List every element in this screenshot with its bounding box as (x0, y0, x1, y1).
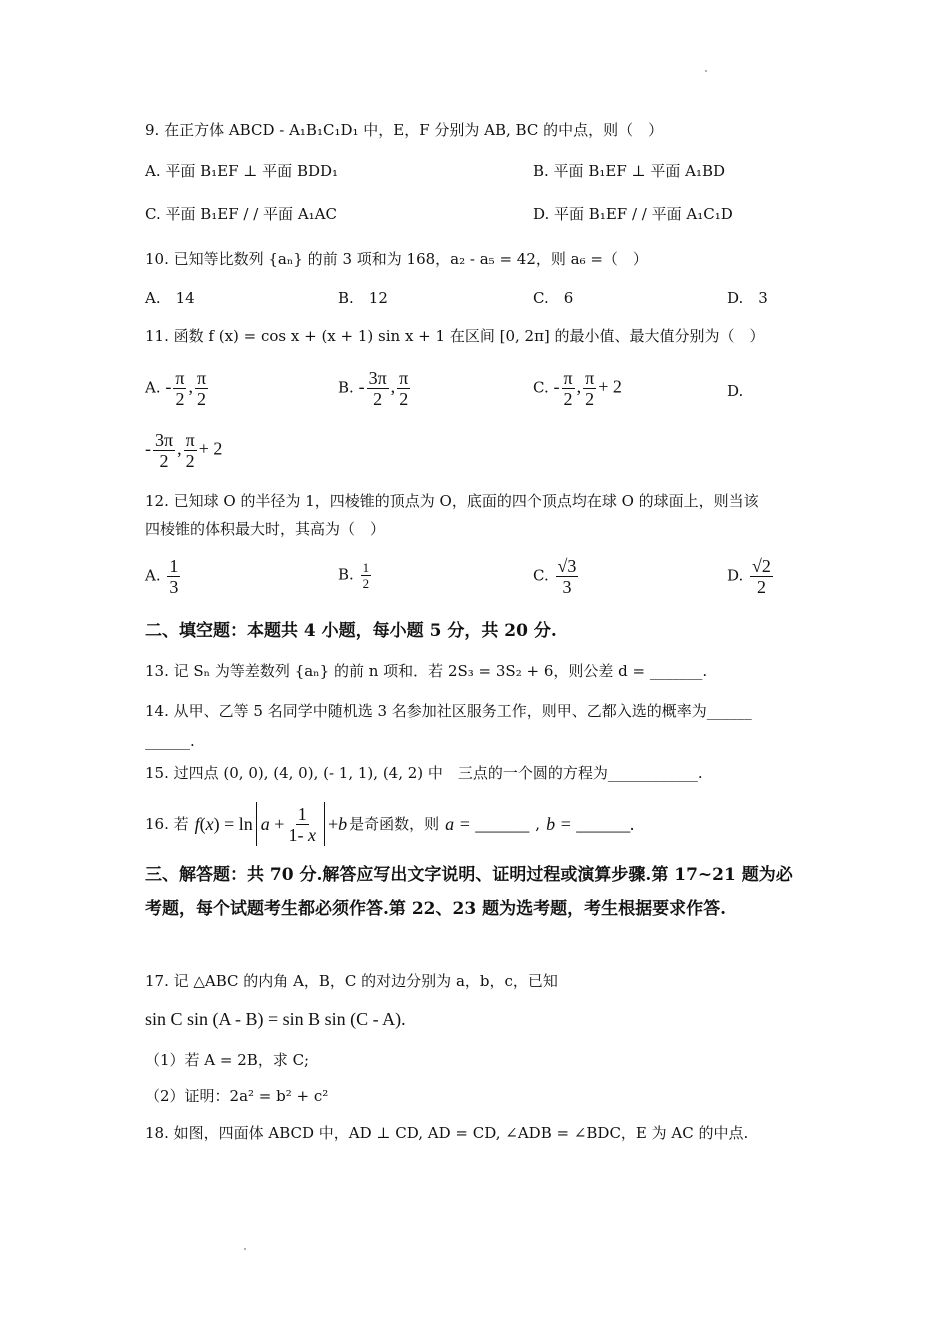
q17-part-2: （2）证明：2a² = b² + c² (145, 1087, 329, 1105)
option-label: A. (145, 378, 161, 397)
q11-option-c: C. - $\frac{\pi}{2}$ , $\frac{\pi}{2}$ + 2 (533, 368, 622, 409)
scan-dot (705, 70, 707, 72)
q18-stem: 18. 如图，四面体 ABCD 中，AD ⊥ CD, AD = CD, ∠ADB = ∠BDC，E 为 AC 的中点. (145, 1124, 749, 1142)
q12-option-d: D. $\frac{√2}{2}$ (727, 556, 771, 597)
q12-option-c: C. $\frac{√3}{3}$ (533, 556, 577, 597)
q14-line2: ______. (145, 732, 195, 750)
q16-answer-a: a = ______ (445, 814, 530, 834)
q10-option-a: A. 14 (145, 289, 195, 307)
q16-answer-b: b = ______. (546, 814, 635, 834)
q17-stem-line2: sin C sin (A - B) = sin B sin (C - A). (145, 1009, 406, 1029)
q10-option-b: B. 12 (338, 289, 388, 307)
q16-prefix: 16. 若 (145, 815, 189, 833)
option-label: B. (338, 565, 354, 584)
q14-line1: 14. 从甲、乙等 5 名同学中随机选 3 名参加社区服务工作，则甲、乙都入选的概率为______ (145, 702, 752, 720)
option-label: C. (533, 566, 549, 585)
q11-option-b: B. - $\frac{3\pi}{2}$ , $\frac{\pi}{2}$ (338, 368, 409, 409)
q12-stem-line2: 四棱锥的体积最大时，其高为（ ） (145, 520, 386, 538)
q15: 15. 过四点 (0, 0), (4, 0), (- 1, 1), (4, 2) 中 三点的一个圆的方程为____________. (145, 764, 703, 782)
q12-option-b: B. $\frac{1}{2}$ (338, 560, 370, 591)
q16-suffix: 是奇函数，则 (349, 815, 440, 833)
q16: 16. 若 f ( x ) = ln a + $\frac{1}{1- x}$ + b 是奇函数，则 a = ______ , b = ______. (145, 803, 635, 845)
option-label: A. (145, 566, 161, 585)
option-label: D. (727, 566, 744, 585)
q9-stem: 9. 在正方体 ABCD - A₁B₁C₁D₁ 中，E，F 分别为 AB, BC 的中点，则（ ） (145, 121, 664, 139)
q9-option-b: B. 平面 B₁EF ⊥ 平面 A₁BD (533, 162, 726, 180)
q10-stem: 10. 已知等比数列 {aₙ} 的前 3 项和为 168，a₂ - a₅ = 42，则 a₆ =（ ） (145, 250, 648, 268)
option-label: B. (338, 378, 354, 397)
q12-option-a: A. $\frac{1}{3}$ (145, 556, 179, 597)
section-2-heading: 二、填空题：本题共 4 小题，每小题 5 分，共 20 分. (145, 621, 557, 641)
q11-stem: 11. 函数 f (x) = cos x + (x + 1) sin x + 1 在区间 [0, 2π] 的最小值、最大值分别为（ ） (145, 327, 765, 345)
q17-stem-line1: 17. 记 △ABC 的内角 A，B，C 的对边分别为 a，b，c，已知 (145, 972, 558, 990)
q13: 13. 记 Sₙ 为等差数列 {aₙ} 的前 n 项和．若 2S₃ = 3S₂ + 6，则公差 d = _______. (145, 662, 708, 680)
section-3-heading: 三、解答题：共 70 分.解答应写出文字说明、证明过程或演算步骤.第 17~21 题为必考题，每个试题考生都必须作答.第 22、23 题为选考题，考生根据要求作答. (145, 865, 793, 919)
q9-option-d: D. 平面 B₁EF / / 平面 A₁C₁D (533, 205, 733, 223)
q11-option-a: A. - $\frac{\pi}{2}$ , $\frac{\pi}{2}$ (145, 368, 207, 409)
q10-option-c: C. 6 (533, 289, 574, 307)
option-label: C. (533, 378, 549, 397)
q9-option-c: C. 平面 B₁EF / / 平面 A₁AC (145, 205, 337, 223)
q11-option-d: - $\frac{3\pi}{2}$ , $\frac{\pi}{2}$ + 2 (145, 430, 223, 471)
q10-option-d: D. 3 (727, 289, 768, 307)
q11-option-d-label: D. (727, 382, 744, 400)
q9-option-a: A. 平面 B₁EF ⊥ 平面 BDD₁ (145, 162, 339, 180)
q12-stem-line1: 12. 已知球 O 的半径为 1，四棱锥的顶点为 O，底面的四个顶点均在球 O 的球面上，则当该 (145, 492, 759, 510)
scan-dot (244, 1248, 246, 1250)
q17-part-1: （1）若 A = 2B，求 C; (145, 1051, 310, 1069)
